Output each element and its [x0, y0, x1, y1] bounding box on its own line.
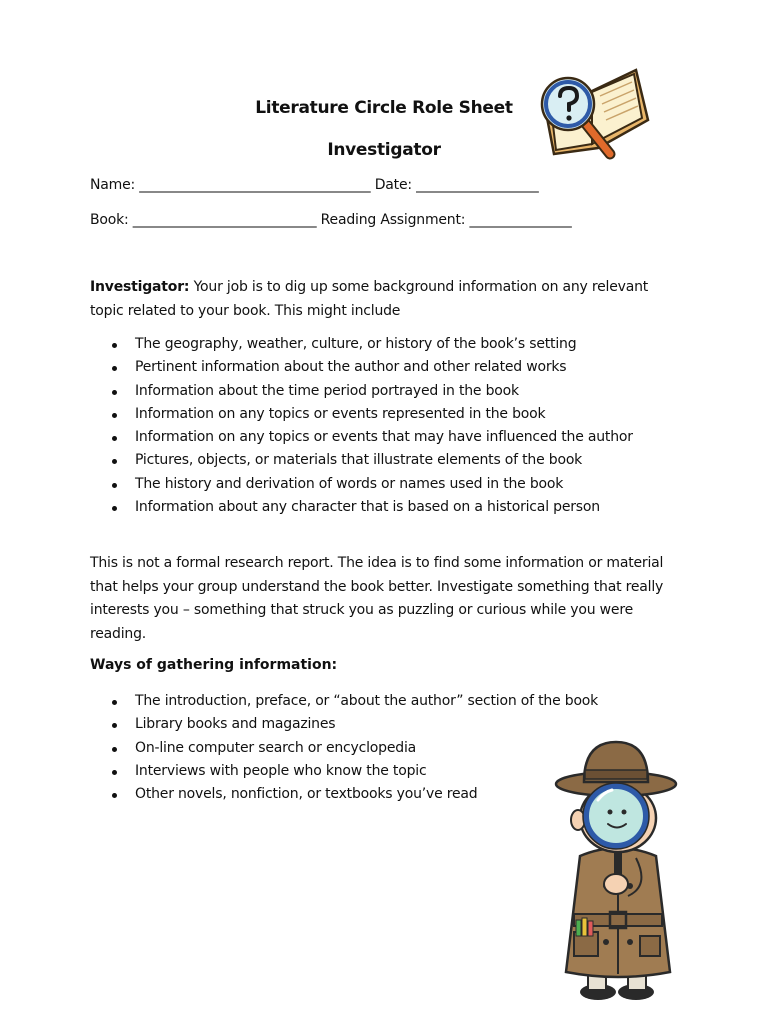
detective-illustration: [548, 736, 688, 1004]
ways-heading: Ways of gathering information:: [90, 657, 338, 673]
list-item: Pertinent information about the author and other related works: [90, 356, 633, 379]
book-with-magnifier-question-icon: [526, 62, 654, 166]
list-item: Information about the time period portrayed in the book: [90, 380, 633, 403]
list-item: Interviews with people who know the topic: [90, 760, 598, 783]
list-item: Information about any character that is based on a historical person: [90, 496, 633, 519]
closing-paragraph: This is not a formal research report. The idea is to find some information or material that helps your group understand the book better. Investigate something that really interests you – something that struck you as puzzling or curious while you were reading.: [90, 555, 664, 642]
page-title: Literature Circle Role Sheet: [255, 98, 513, 118]
topics-list: [90, 333, 633, 519]
list-item: The introduction, preface, or “about the author” section of the book: [90, 690, 598, 713]
book-assignment-field: Book: ___________________________ Reading Assignment: _______________: [90, 212, 572, 228]
name-date-field: Name: __________________________________ Date: __________________: [90, 177, 539, 193]
ways-list: [90, 690, 598, 806]
list-item: The geography, weather, culture, or history of the book’s setting: [90, 333, 633, 356]
list-item: On-line computer search or encyclopedia: [90, 737, 598, 760]
intro-paragraph: [90, 276, 680, 323]
list-item: Information on any topics or events that may have influenced the author: [90, 426, 633, 449]
list-item: Other novels, nonfiction, or textbooks you’ve read: [90, 783, 598, 806]
list-item: Pictures, objects, or materials that illustrate elements of the book: [90, 449, 633, 472]
intro-text: Your job is to dig up some background information on any relevant topic related to your book. This might include: [90, 279, 649, 319]
intro-label: Investigator:: [90, 279, 190, 295]
role-title: Investigator: [327, 140, 441, 160]
list-item: Library books and magazines: [90, 713, 598, 736]
list-item: The history and derivation of words or names used in the book: [90, 473, 633, 496]
list-item: Information on any topics or events represented in the book: [90, 403, 633, 426]
